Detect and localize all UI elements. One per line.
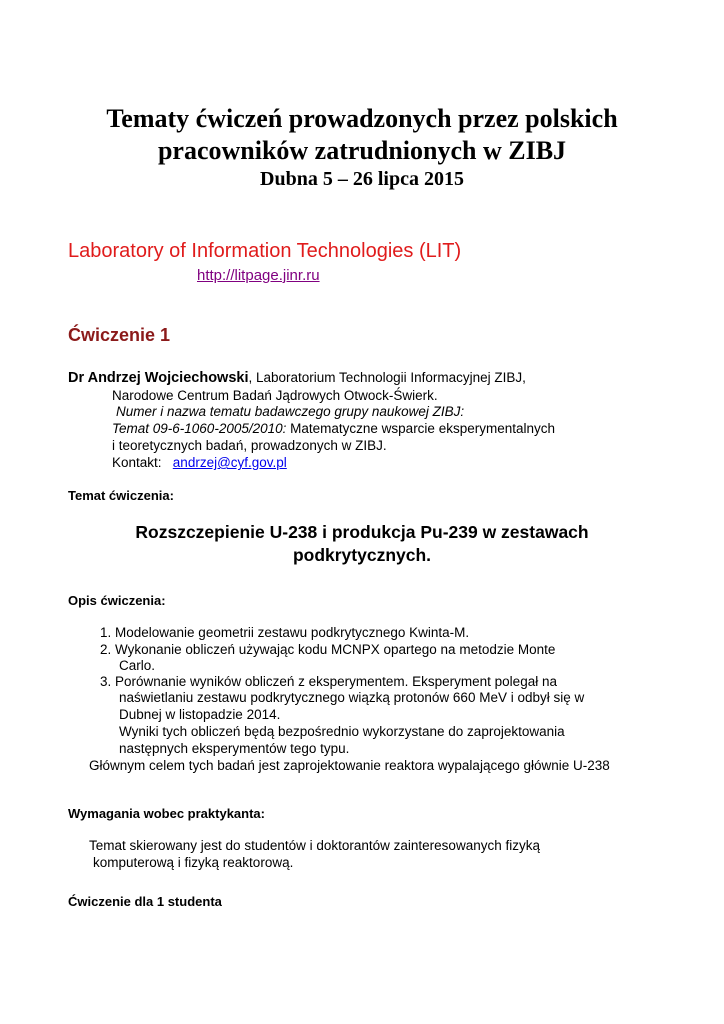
- topic-description-1: Matematyczne wsparcie eksperymentalnych: [286, 421, 555, 436]
- opis-item-continuation: Carlo.: [119, 658, 156, 673]
- topic-code: Temat 09-6-1060-2005/2010:: [112, 421, 287, 436]
- opis-summary: Głównym celem tych badań jest zaprojektowanie reaktora wypalającego głównie U-238: [89, 758, 610, 773]
- opis-label: Opis ćwiczenia:: [68, 593, 166, 608]
- exercise-heading: Ćwiczenie 1: [68, 325, 171, 345]
- contact-label: Kontakt:: [112, 455, 162, 470]
- requirements-line-2: komputerową i fizyką reaktorową.: [93, 855, 294, 870]
- opis-item-continuation: Wyniki tych obliczeń będą bezpośrednio wykorzystane do zaprojektowania: [119, 724, 565, 739]
- document-subtitle: Dubna 5 – 26 lipca 2015: [260, 168, 464, 190]
- lab-name: Laboratory of Information Technologies (LIT): [68, 240, 462, 262]
- document-title-line-1: Tematy ćwiczeń prowadzonych przez polskich: [106, 104, 618, 133]
- students-count-label: Ćwiczenie dla 1 studenta: [68, 894, 222, 909]
- lab-url-link[interactable]: http://litpage.jinr.ru: [197, 267, 320, 284]
- document-title-line-2: pracowników zatrudnionych w ZIBJ: [157, 136, 567, 165]
- temat-title-line-1: Rozszczepienie U-238 i produkcja Pu-239 w zestawach: [135, 522, 589, 542]
- topic-line-1: [112, 421, 555, 436]
- opis-item: 3. Porównanie wyników obliczeń z eksperymentem. Eksperyment polegał na: [100, 674, 557, 689]
- topic-description-2: i teoretycznych badań, prowadzonych w ZIBJ.: [112, 438, 387, 453]
- opis-item: 1. Modelowanie geometrii zestawu podkrytycznego Kwinta-M.: [100, 625, 470, 640]
- requirements-line-1: Temat skierowany jest do studentów i doktorantów zainteresowanych fizyką: [89, 838, 540, 853]
- opis-item-continuation: naświetlaniu zestawu podkrytycznego wiązką protonów 660 MeV i odbył się w: [119, 690, 585, 705]
- contact-email-link[interactable]: andrzej@cyf.gov.pl: [172, 455, 287, 470]
- supervisor-line: [68, 370, 526, 386]
- opis-item-continuation: następnych eksperymentów tego typu.: [119, 741, 350, 756]
- supervisor-affiliation-1: , Laboratorium Technologii Informacyjnej ZIBJ,: [248, 370, 526, 385]
- temat-label: Temat ćwiczenia:: [68, 488, 174, 503]
- supervisor-name: Dr Andrzej Wojciechowski: [68, 370, 249, 386]
- temat-title-line-2: podkrytycznych.: [292, 545, 432, 565]
- group-label: Numer i nazwa tematu badawczego grupy naukowej ZIBJ:: [116, 404, 465, 419]
- opis-item: 2. Wykonanie obliczeń używając kodu MCNPX opartego na metodzie Monte: [100, 642, 556, 657]
- contact-line: [112, 455, 287, 470]
- requirements-label: Wymagania wobec praktykanta:: [68, 806, 265, 821]
- opis-item-continuation: Dubnej w listopadzie 2014.: [119, 707, 281, 722]
- supervisor-affiliation-2: Narodowe Centrum Badań Jądrowych Otwock-Świerk.: [112, 388, 438, 403]
